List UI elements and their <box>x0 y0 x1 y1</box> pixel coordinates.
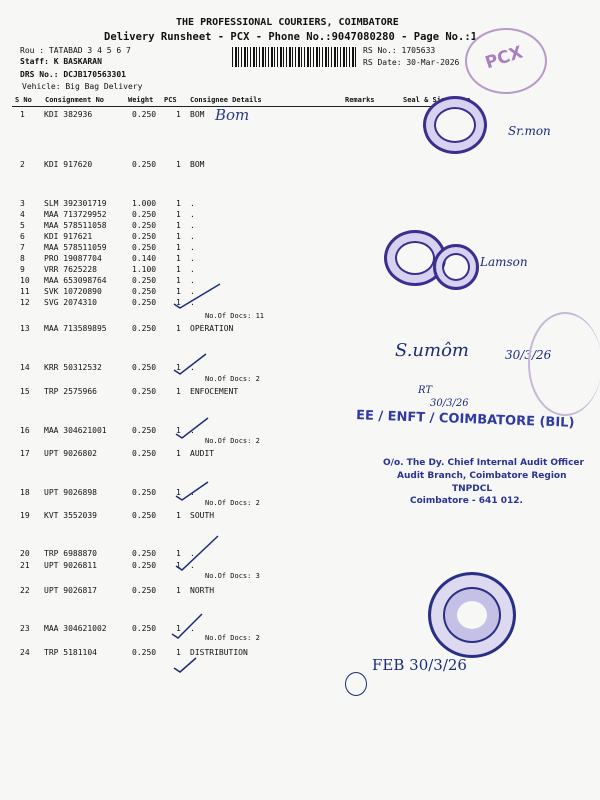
serial-number: 12 <box>20 298 30 307</box>
weight: 0.250 <box>132 232 157 241</box>
serial-number: 15 <box>20 387 30 396</box>
consignment-number: TRP 5181104 <box>44 648 97 657</box>
serial-number: 11 <box>20 287 30 296</box>
weight: 0.250 <box>132 586 157 595</box>
consignee-details: SOUTH <box>190 511 215 520</box>
consignee-details: . <box>190 276 195 285</box>
serial-number: 18 <box>20 488 30 497</box>
serial-number: 21 <box>20 561 30 570</box>
rs-number: RS No.: 1705633 <box>363 46 436 55</box>
consignee-details: . <box>190 561 195 570</box>
weight: 0.250 <box>132 298 157 307</box>
weight: 0.250 <box>132 648 157 657</box>
serial-number: 9 <box>20 265 25 274</box>
serial-number: 6 <box>20 232 25 241</box>
handwritten-bom: Bom <box>215 106 250 124</box>
serial-number: 14 <box>20 363 30 372</box>
col-weight: Weight <box>128 96 154 104</box>
pieces: 1 <box>176 363 181 372</box>
serial-number: 4 <box>20 210 25 219</box>
consignment-number: MAA 713729952 <box>44 210 107 219</box>
serial-number: 17 <box>20 449 30 458</box>
weight: 1.100 <box>132 265 157 274</box>
consignment-number: UPT 9026802 <box>44 449 97 458</box>
weight: 0.250 <box>132 488 157 497</box>
weight: 0.250 <box>132 549 157 558</box>
consignment-number: UPT 9026811 <box>44 561 97 570</box>
enforcement-stamp: EE / ENFT / COIMBATORE (BIL) <box>355 408 575 431</box>
col-remarks: Remarks <box>345 96 375 104</box>
handwritten-date: 30/3/26 <box>505 348 552 362</box>
pieces: 1 <box>176 561 181 570</box>
pieces: 1 <box>176 160 181 169</box>
consignment-number: KVT 3552039 <box>44 511 97 520</box>
pieces: 1 <box>176 265 181 274</box>
rs-date: RS Date: 30-Mar-2026 <box>363 58 460 67</box>
pieces: 1 <box>176 324 181 333</box>
received-seal-stamp <box>428 572 516 658</box>
pieces: 1 <box>176 276 181 285</box>
serial-number: 22 <box>20 586 30 595</box>
weight: 0.250 <box>132 287 157 296</box>
audit-stamp-line3: TNPDCL <box>452 484 493 494</box>
weight: 0.250 <box>132 243 157 252</box>
handwritten-date: 30/3/26 <box>430 398 469 409</box>
consignee-details: . <box>190 363 195 372</box>
consignment-number: MAA 304621001 <box>44 426 107 435</box>
pieces: 1 <box>176 449 181 458</box>
serial-number: 1 <box>20 110 25 119</box>
consignee-details: BOM <box>190 160 205 169</box>
faded-stamp <box>528 312 600 416</box>
consignment-number: UPT 9026817 <box>44 586 97 595</box>
consignee-details: . <box>190 254 195 263</box>
weight: 0.250 <box>132 624 157 633</box>
doc-count: No.Of Docs: 3 <box>205 572 260 580</box>
tick-mark <box>168 610 208 640</box>
handwritten-signature: Lamson <box>480 255 528 269</box>
col-sno: S No <box>15 96 32 104</box>
serial-number: 10 <box>20 276 30 285</box>
consignment-number: SLM 392301719 <box>44 199 107 208</box>
tick-mark <box>172 478 212 502</box>
consignee-details: . <box>190 265 195 274</box>
consignee-details: . <box>190 221 195 230</box>
consignee-details: BOM <box>190 110 205 119</box>
consignment-number: UPT 9026898 <box>44 488 97 497</box>
consignee-details: . <box>190 488 195 497</box>
doc-count: No.Of Docs: 2 <box>205 634 260 642</box>
consignment-number: MAA 304621002 <box>44 624 107 633</box>
consignment-number: MAA 578511059 <box>44 243 107 252</box>
weight: 0.250 <box>132 324 157 333</box>
serial-number: 3 <box>20 199 25 208</box>
tick-mark <box>170 350 210 376</box>
pieces: 1 <box>176 488 181 497</box>
serial-number: 16 <box>20 426 30 435</box>
weight: 0.250 <box>132 363 157 372</box>
consignment-number: PRO 19087704 <box>44 254 102 263</box>
weight: 0.250 <box>132 449 157 458</box>
serial-number: 23 <box>20 624 30 633</box>
serial-number: 2 <box>20 160 25 169</box>
pieces: 1 <box>176 199 181 208</box>
consignment-number: KRR 50312532 <box>44 363 102 372</box>
drs-number: DRS No.: DCJB170563301 <box>20 70 126 79</box>
company-title: THE PROFESSIONAL COURIERS, COIMBATORE <box>176 17 399 28</box>
consignment-number: TRP 2575966 <box>44 387 97 396</box>
consignment-number: MAA 653098764 <box>44 276 107 285</box>
pieces: 1 <box>176 243 181 252</box>
audit-stamp-line4: Coimbatore - 641 012. <box>410 496 523 506</box>
consignment-number: KDI 382936 <box>44 110 93 119</box>
weight: 0.250 <box>132 110 157 119</box>
doc-count: No.Of Docs: 2 <box>205 375 260 383</box>
consignee-details: NORTH <box>190 586 215 595</box>
weight: 0.250 <box>132 561 157 570</box>
pieces: 1 <box>176 287 181 296</box>
consignment-number: TRP 6988870 <box>44 549 97 558</box>
col-pcs: PCS <box>164 96 177 104</box>
handwritten-initials: RT <box>418 385 433 396</box>
pieces: 1 <box>176 221 181 230</box>
pieces: 1 <box>176 110 181 119</box>
weight: 0.250 <box>132 387 157 396</box>
handwritten-signature: Sr.mon <box>508 124 551 138</box>
handwritten-signature: S.umôm <box>395 340 469 361</box>
consignment-number: MAA 713589895 <box>44 324 107 333</box>
route-label: Rou : TATABAD 3 4 5 6 7 <box>20 46 131 55</box>
weight: 0.250 <box>132 276 157 285</box>
pieces: 1 <box>176 511 181 520</box>
consignment-number: KDI 917621 <box>44 232 93 241</box>
bank-seal-stamp <box>423 96 487 154</box>
consignee-details: . <box>190 426 195 435</box>
consignee-details: AUDIT <box>190 449 215 458</box>
col-seal-signature: Seal & Signature <box>403 96 471 104</box>
pieces: 1 <box>176 426 181 435</box>
weight: 0.140 <box>132 254 157 263</box>
runsheet-subtitle: Delivery Runsheet - PCX - Phone No.:9047080280 - Page No.:1 <box>104 31 477 43</box>
consignee-details: ENFOCEMENT <box>190 387 239 396</box>
pcx-stamp-text: PCX <box>482 42 526 74</box>
consignment-number: VRR 7625228 <box>44 265 97 274</box>
audit-stamp-line1: O/o. The Dy. Chief Internal Audit Officer <box>383 458 584 468</box>
consignee-details: . <box>190 243 195 252</box>
pieces: 1 <box>176 298 181 307</box>
tick-mark <box>170 280 230 310</box>
staff-label: Staff: K BASKARAN <box>20 57 102 66</box>
consignment-number: SVG 2074310 <box>44 298 97 307</box>
consignee-details: . <box>190 624 195 633</box>
weight: 0.250 <box>132 160 157 169</box>
pieces: 1 <box>176 210 181 219</box>
consignee-details: . <box>190 199 195 208</box>
weight: 0.250 <box>132 210 157 219</box>
consignment-number: KDI 917620 <box>44 160 93 169</box>
serial-number: 13 <box>20 324 30 333</box>
serial-number: 5 <box>20 221 25 230</box>
consignment-number: SVK 10720890 <box>44 287 102 296</box>
pieces: 1 <box>176 648 181 657</box>
doc-count: No.Of Docs: 2 <box>205 437 260 445</box>
consignee-details: . <box>190 232 195 241</box>
consignee-details: . <box>190 549 195 558</box>
bank-seal-stamp <box>433 244 479 290</box>
serial-number: 7 <box>20 243 25 252</box>
consignee-details: . <box>190 287 195 296</box>
pieces: 1 <box>176 232 181 241</box>
pcx-stamp <box>465 28 547 94</box>
tick-mark <box>170 656 200 674</box>
pieces: 1 <box>176 387 181 396</box>
consignee-details: DISTRIBUTION <box>190 648 248 657</box>
serial-number: 20 <box>20 549 30 558</box>
handwritten-signature: FEB 30/3/26 <box>372 656 467 674</box>
barcode <box>232 47 358 67</box>
pieces: 1 <box>176 586 181 595</box>
serial-number: 8 <box>20 254 25 263</box>
serial-number: 19 <box>20 511 30 520</box>
pieces: 1 <box>176 254 181 263</box>
weight: 0.250 <box>132 511 157 520</box>
consignment-number: MAA 578511058 <box>44 221 107 230</box>
consignee-details: . <box>190 298 195 307</box>
doc-count: No.Of Docs: 11 <box>205 312 265 320</box>
doc-count: No.Of Docs: 2 <box>205 499 260 507</box>
col-consignment: Consignment No <box>45 96 105 104</box>
vehicle-label: Vehicle: Big Bag Delivery <box>22 82 143 91</box>
weight: 0.250 <box>132 221 157 230</box>
pieces: 1 <box>176 624 181 633</box>
weight: 0.250 <box>132 426 157 435</box>
tick-mark <box>172 414 212 440</box>
serial-number: 24 <box>20 648 30 657</box>
pieces: 1 <box>176 549 181 558</box>
tick-mark <box>172 532 222 572</box>
audit-stamp-line2: Audit Branch, Coimbatore Region <box>397 471 567 481</box>
col-consignee: Consignee Details <box>190 96 262 104</box>
consignee-details: . <box>190 210 195 219</box>
circled-number <box>345 672 367 696</box>
weight: 1.000 <box>132 199 157 208</box>
consignee-details: OPERATION <box>190 324 234 333</box>
